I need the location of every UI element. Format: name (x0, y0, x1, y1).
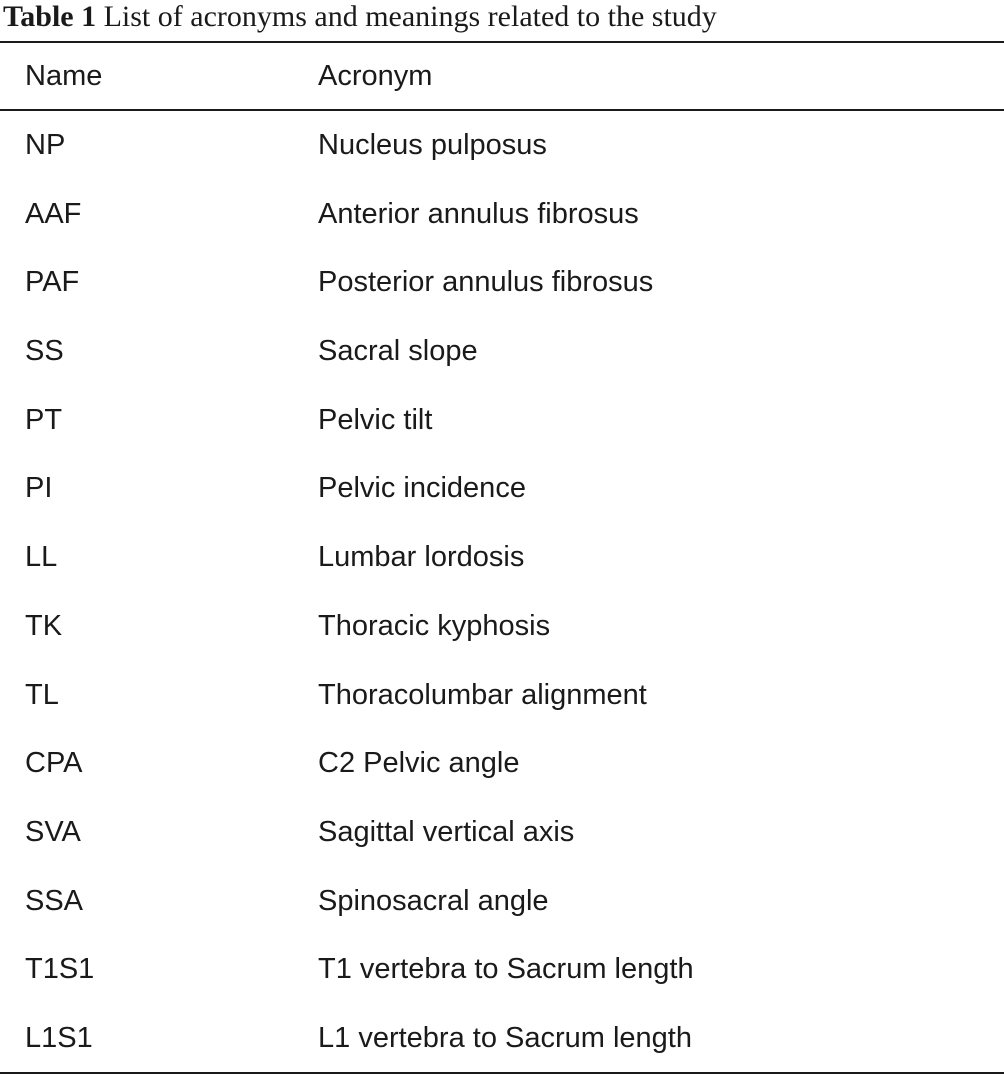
cell-acronym-meaning: Thoracic kyphosis (318, 609, 551, 642)
cell-name: NP (25, 129, 66, 161)
cell-name: AAF (25, 197, 82, 230)
cell-acronym-meaning: Posterior annulus fibrosus (318, 266, 654, 299)
table-row (0, 523, 1004, 592)
cell-acronym-meaning: Spinosacral angle (318, 884, 549, 917)
table-row (0, 661, 1004, 730)
cell-name: SVA (25, 815, 81, 848)
table-row (0, 592, 1004, 661)
cell-name: PT (25, 403, 63, 436)
table-row (0, 729, 1004, 798)
table-row (0, 111, 1004, 180)
cell-acronym-meaning: Anterior annulus fibrosus (318, 197, 639, 230)
column-header-name: Name (25, 60, 103, 92)
table-row (0, 867, 1004, 936)
table-body (0, 111, 1004, 1072)
table-caption (3, 0, 717, 40)
cell-acronym-meaning: Pelvic tilt (318, 403, 433, 436)
cell-name: TK (25, 609, 63, 642)
cell-name: TL (25, 678, 59, 711)
cell-acronym-meaning: T1 vertebra to Sacrum length (318, 953, 694, 986)
cell-acronym-meaning: Lumbar lordosis (318, 541, 525, 574)
cell-name: SSA (25, 884, 84, 917)
table-row (0, 317, 1004, 386)
cell-name: SS (25, 335, 64, 368)
table-caption-text: List of acronyms and meanings related to the study (96, 0, 717, 33)
table-header (0, 43, 1004, 109)
cell-acronym-meaning: Pelvic incidence (318, 472, 526, 505)
column-header-acronym: Acronym (318, 60, 433, 92)
cell-name: L1S1 (25, 1021, 93, 1054)
table-row (0, 798, 1004, 867)
table-caption-label: Table 1 (3, 0, 97, 33)
table-row (0, 454, 1004, 523)
cell-acronym-meaning: Thoracolumbar alignment (318, 678, 647, 711)
table-row (0, 248, 1004, 317)
cell-name: PI (25, 472, 53, 505)
table-row (0, 1004, 1004, 1073)
cell-acronym-meaning: Sacral slope (318, 335, 478, 368)
table-row (0, 180, 1004, 249)
cell-name: PAF (25, 266, 80, 299)
table-row (0, 935, 1004, 1004)
cell-name: T1S1 (25, 953, 95, 986)
cell-acronym-meaning: Sagittal vertical axis (318, 815, 575, 848)
cell-acronym-meaning: L1 vertebra to Sacrum length (318, 1021, 692, 1054)
cell-name: LL (25, 541, 58, 574)
table-bottom-rule (0, 1072, 1004, 1074)
cell-acronym-meaning: C2 Pelvic angle (318, 747, 520, 780)
table-row (0, 386, 1004, 455)
cell-name: CPA (25, 747, 83, 780)
cell-acronym-meaning: Nucleus pulposus (318, 129, 547, 161)
